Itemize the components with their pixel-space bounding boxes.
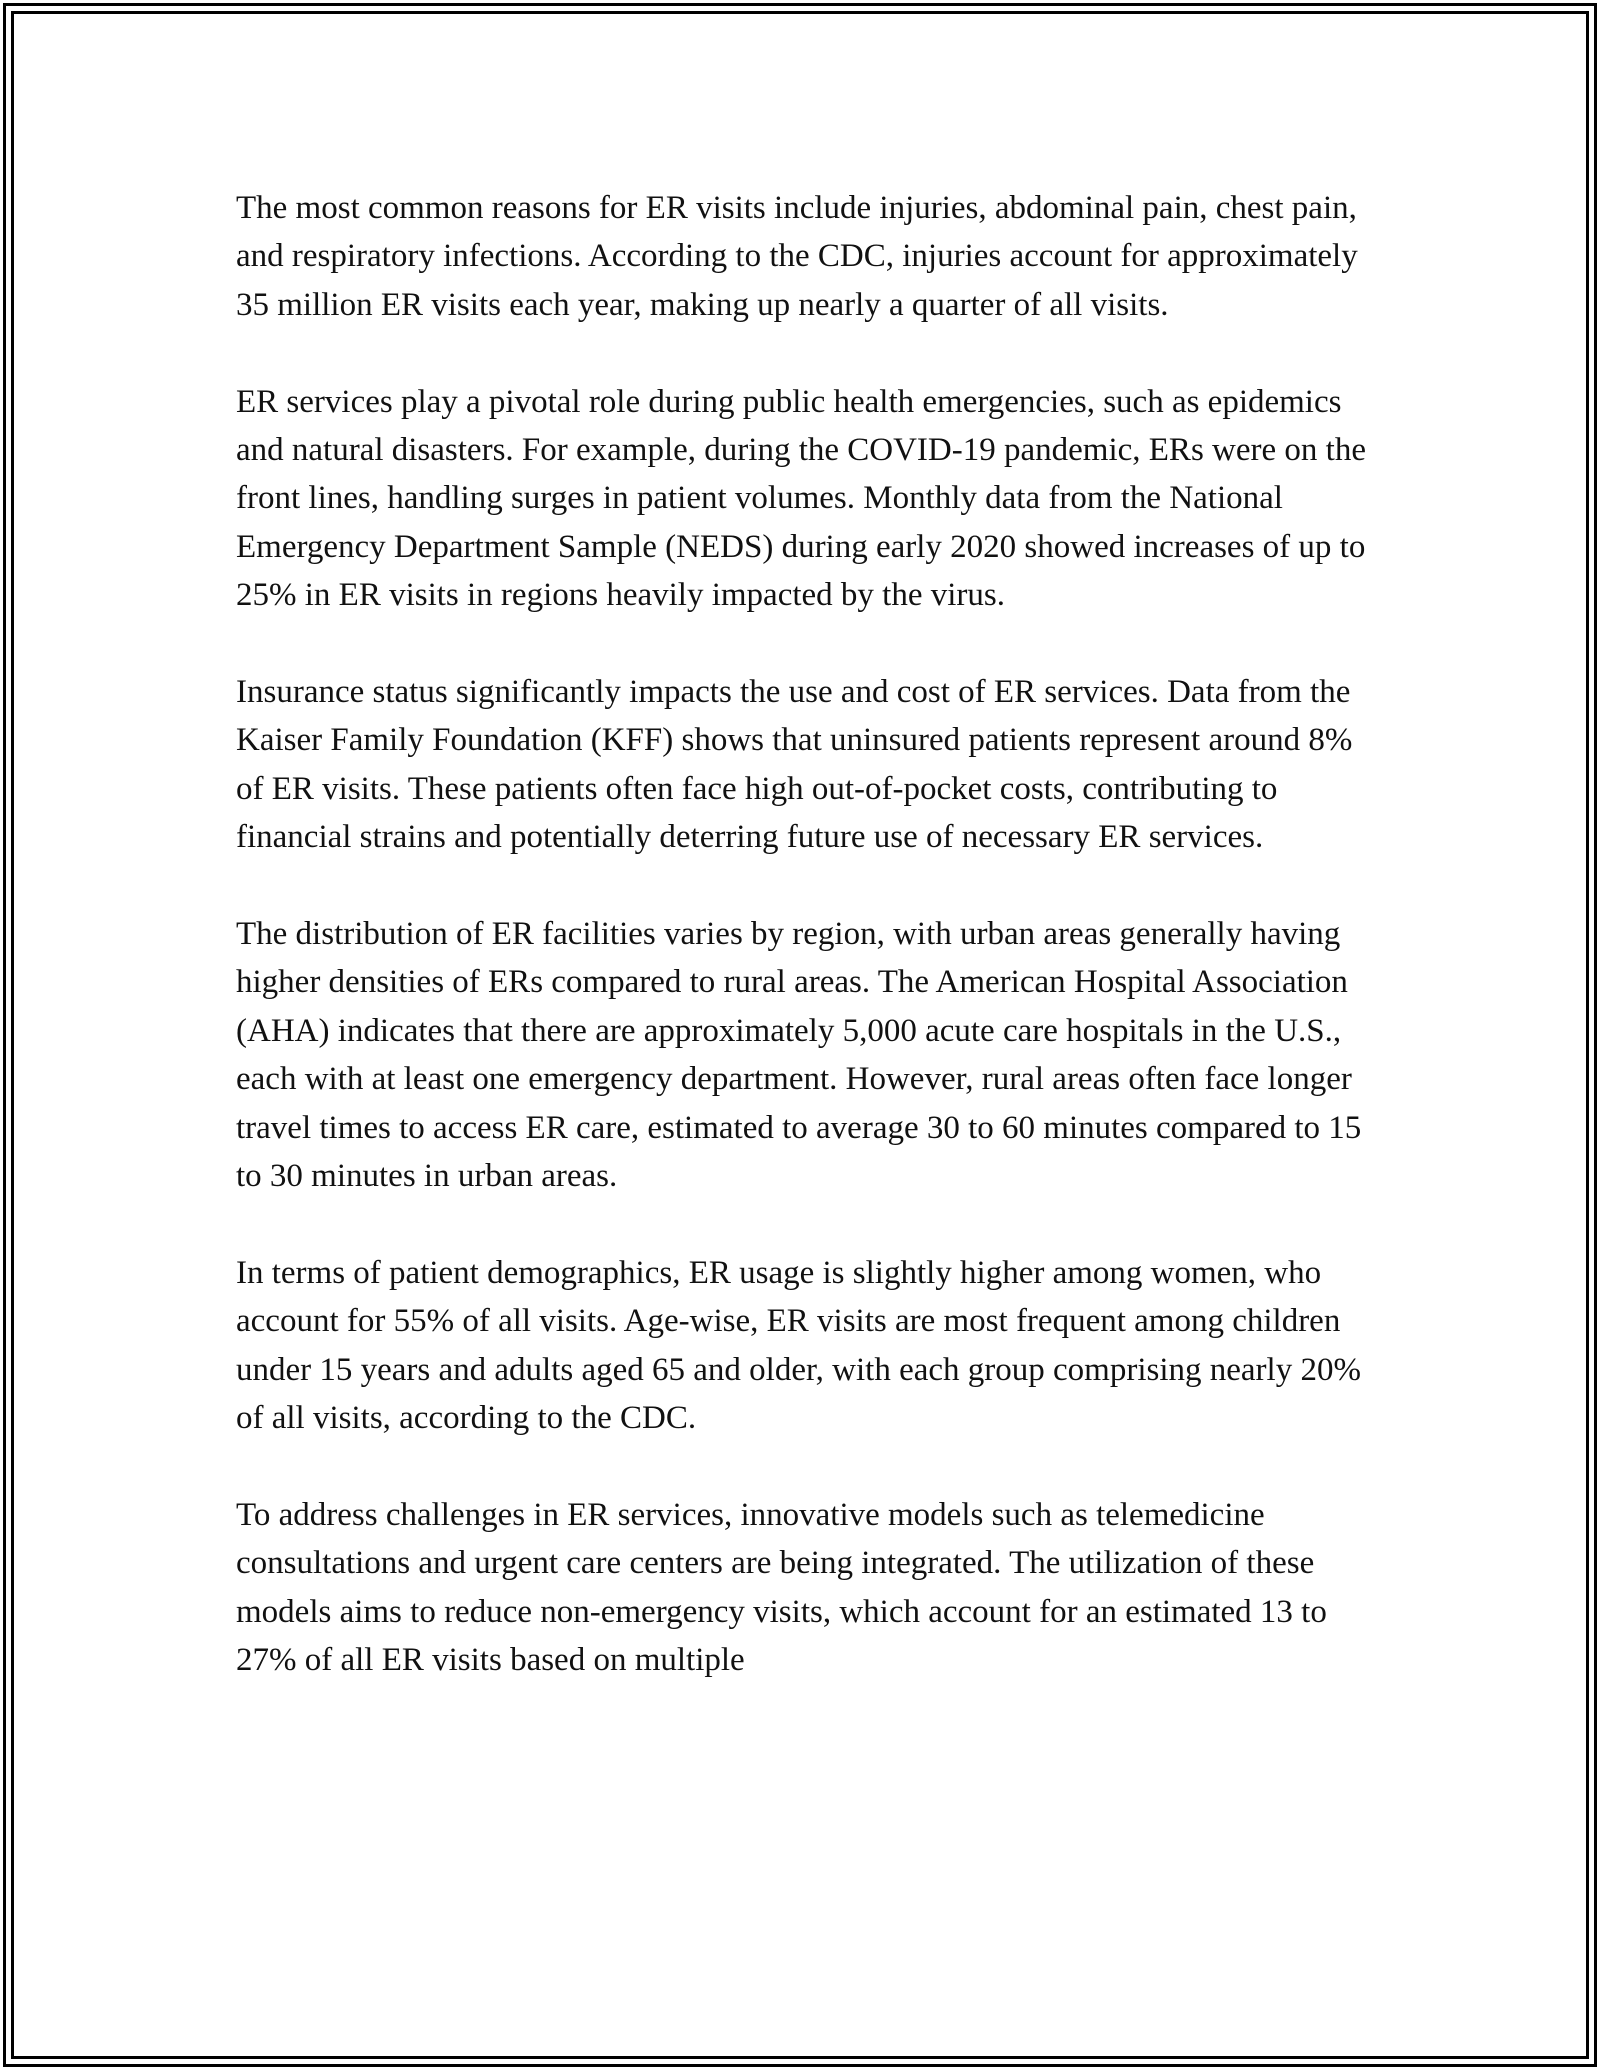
paragraph-facility-distribution: The distribution of ER facilities varies by region, with urban areas generally having higher densities of ERs compared to rural areas. The American Hospital Association (AHA) indicates that there are approximately 5,000 acute care hospitals in the U.S., each with at least one emergency department. However, rural areas often face longer travel times to access ER care, estimated to average 30 to 60 minutes compared to 15 to 30 minutes in urban areas. xyxy=(236,916,1362,1195)
paragraph-insurance-status: Insurance status significantly impacts the use and cost of ER services. Data from the Kaiser Family Foundation (KFF) shows that uninsured patients represent around 8% of ER visits. These patients often face high out-of-pocket costs, contributing to financial strains and potentially deterring future use of necessary ER services. xyxy=(236,674,1353,856)
paragraph-patient-demographics: In terms of patient demographics, ER usage is slightly higher among women, who account for 55% of all visits. Age-wise, ER visits are most frequent among children under 15 years and adults aged 65 and older, with each group comprising nearly 20% of all visits, according to the CDC. xyxy=(236,1254,1361,1437)
paragraph-public-health-emergencies: ER services play a pivotal role during public health emergencies, such as epidemics and natural disasters. For example, during the COVID-19 pandemic, ERs were on the front lines, handling surges in patient volumes. Monthly data from the National Emergency Department Sample (NEDS) during early 2020 showed increases of up to 25% in ER visits in regions heavily impacted by the virus. xyxy=(236,383,1366,614)
document-body xyxy=(236,184,1366,1685)
paragraph-common-reasons: The most common reasons for ER visits include injuries, abdominal pain, chest pain, and respiratory infections. According to the CDC, injuries account for approximately 35 million ER visits each year, making up nearly a quarter of all visits. xyxy=(236,190,1358,323)
paragraph-innovative-models: To address challenges in ER services, innovative models such as telemedicine consultations and urgent care centers are being integrated. The utilization of these models aims to reduce non-emergency visits, which account for an estimated 13 to 27% of all ER visits based on multiple xyxy=(236,1496,1327,1679)
